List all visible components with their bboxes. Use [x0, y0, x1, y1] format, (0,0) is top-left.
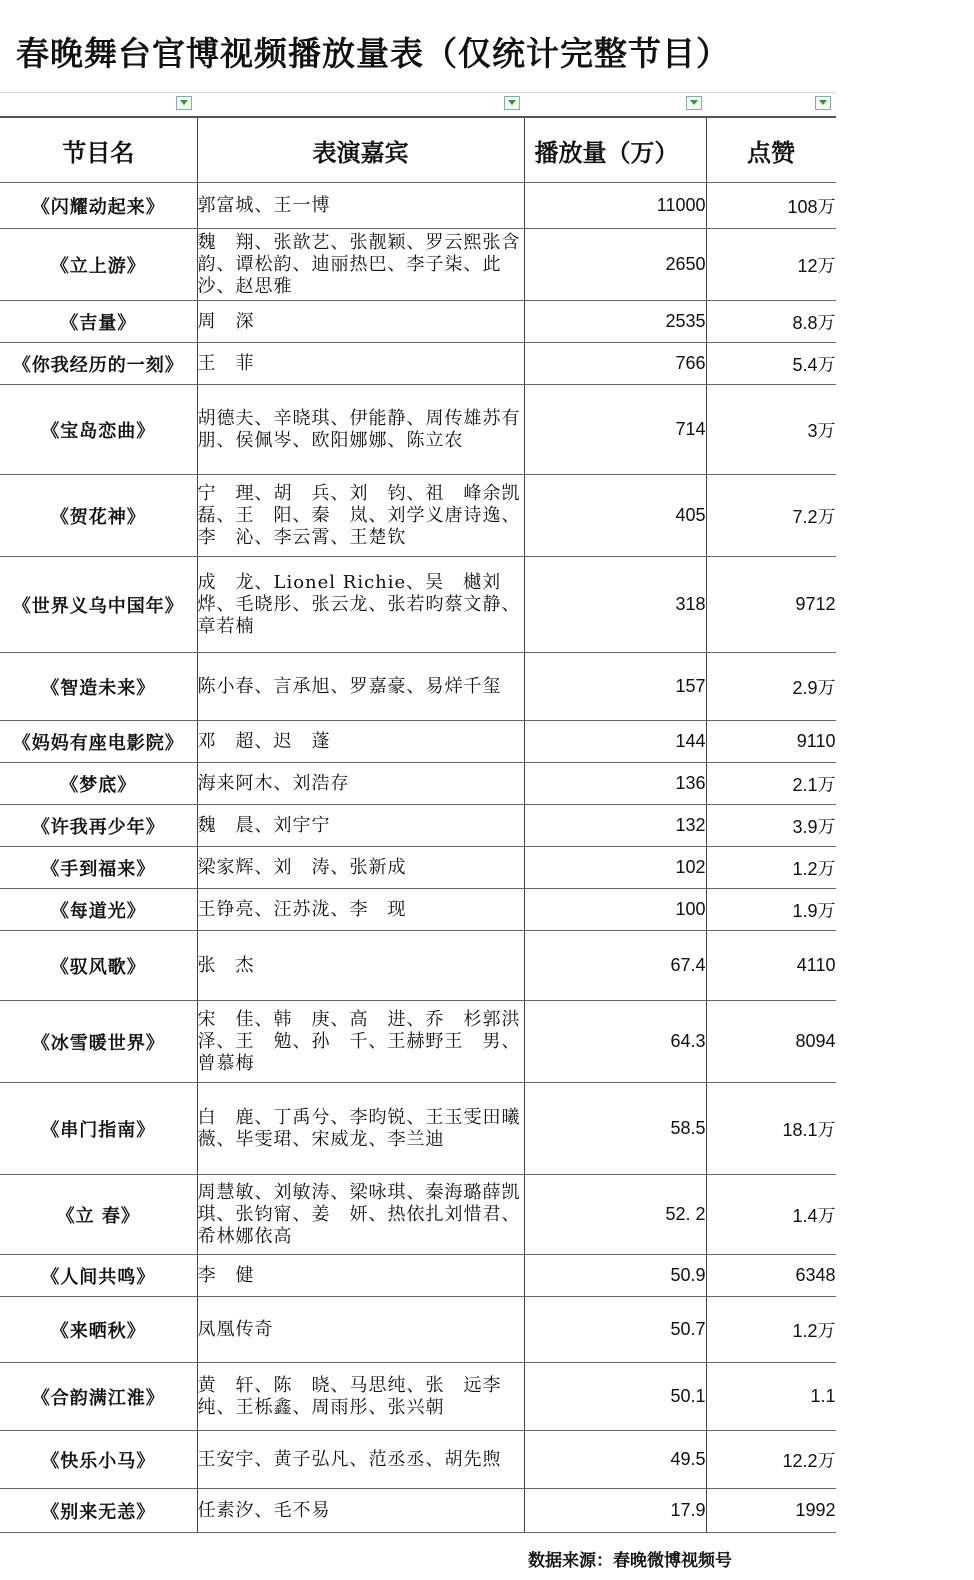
performers-cell[interactable]: 张 杰	[197, 931, 524, 1001]
likes-cell[interactable]: 1.9万	[706, 889, 836, 931]
program-name-cell[interactable]: 《宝岛恋曲》	[0, 385, 197, 475]
plays-cell[interactable]: 2535	[524, 301, 706, 343]
likes-cell[interactable]: 8094	[706, 1001, 836, 1083]
table-row	[0, 1363, 836, 1431]
performers-cell[interactable]: 任素汐、毛不易	[197, 1489, 524, 1533]
plays-cell[interactable]: 714	[524, 385, 706, 475]
table-row	[0, 1001, 836, 1083]
performers-cell[interactable]: 魏 翔、张歆艺、张靓颖、罗云熙张含韵、谭松韵、迪丽热巴、李子柒、此 沙、赵思雅	[197, 229, 524, 301]
plays-cell[interactable]: 132	[524, 805, 706, 847]
program-name-cell[interactable]: 《人间共鸣》	[0, 1255, 197, 1297]
filter-dropdown-icon[interactable]	[504, 96, 520, 110]
table-row	[0, 1255, 836, 1297]
likes-cell[interactable]: 108万	[706, 183, 836, 229]
likes-cell[interactable]: 2.1万	[706, 763, 836, 805]
performers-cell[interactable]: 凤凰传奇	[197, 1297, 524, 1363]
table-row	[0, 229, 836, 301]
filter-dropdown-icon[interactable]	[686, 96, 702, 110]
table-row	[0, 847, 836, 889]
table-row	[0, 183, 836, 229]
program-name-cell[interactable]: 《快乐小马》	[0, 1431, 197, 1489]
performers-cell[interactable]: 成 龙、Lionel Richie、吴 樾刘 烨、毛晓彤、张云龙、张若昀蔡文静、章若楠	[197, 557, 524, 653]
program-name-cell[interactable]: 《合韵满江淮》	[0, 1363, 197, 1431]
program-name-cell[interactable]: 《串门指南》	[0, 1083, 197, 1175]
table-row	[0, 557, 836, 653]
table-row	[0, 475, 836, 557]
table-row	[0, 763, 836, 805]
plays-cell[interactable]: 50.1	[524, 1363, 706, 1431]
performers-cell[interactable]: 邓 超、迟 蓬	[197, 721, 524, 763]
header-likes[interactable]: 点赞	[706, 118, 836, 183]
program-name-cell[interactable]: 《闪耀动起来》	[0, 183, 197, 229]
program-name-cell[interactable]: 《你我经历的一刻》	[0, 343, 197, 385]
likes-cell[interactable]: 8.8万	[706, 301, 836, 343]
table-row	[0, 805, 836, 847]
header-name[interactable]: 节目名	[0, 118, 197, 183]
plays-cell[interactable]: 100	[524, 889, 706, 931]
performers-cell[interactable]: 王 菲	[197, 343, 524, 385]
program-name-cell[interactable]: 《妈妈有座电影院》	[0, 721, 197, 763]
performers-cell[interactable]: 陈小春、言承旭、罗嘉豪、易烊千玺	[197, 653, 524, 721]
table-row	[0, 1083, 836, 1175]
table-row	[0, 1431, 836, 1489]
table-row	[0, 301, 836, 343]
plays-cell[interactable]: 17.9	[524, 1489, 706, 1533]
likes-cell[interactable]: 9110	[706, 721, 836, 763]
plays-cell[interactable]: 50.7	[524, 1297, 706, 1363]
program-name-cell[interactable]: 《驭风歌》	[0, 931, 197, 1001]
likes-cell[interactable]: 7.2万	[706, 475, 836, 557]
program-name-cell[interactable]: 《别来无恙》	[0, 1489, 197, 1533]
program-name-cell[interactable]: 《智造未来》	[0, 653, 197, 721]
likes-cell[interactable]: 4110	[706, 931, 836, 1001]
plays-cell[interactable]: 405	[524, 475, 706, 557]
likes-cell[interactable]: 1.2万	[706, 1297, 836, 1363]
likes-cell[interactable]: 1.1	[706, 1363, 836, 1431]
plays-cell[interactable]: 49.5	[524, 1431, 706, 1489]
program-name-cell[interactable]: 《立上游》	[0, 229, 197, 301]
header-plays[interactable]: 播放量（万）	[524, 118, 706, 183]
performers-cell[interactable]: 黄 轩、陈 晓、马思纯、张 远李 纯、王栎鑫、周雨彤、张兴朝	[197, 1363, 524, 1431]
performers-cell[interactable]: 李 健	[197, 1255, 524, 1297]
likes-cell[interactable]: 1.4万	[706, 1175, 836, 1255]
likes-cell[interactable]: 5.4万	[706, 343, 836, 385]
table-row	[0, 1297, 836, 1363]
plays-cell[interactable]: 50.9	[524, 1255, 706, 1297]
plays-cell[interactable]: 318	[524, 557, 706, 653]
table-row	[0, 889, 836, 931]
table-row	[0, 653, 836, 721]
program-name-cell[interactable]: 《来晒秋》	[0, 1297, 197, 1363]
likes-cell[interactable]: 12万	[706, 229, 836, 301]
likes-cell[interactable]: 3.9万	[706, 805, 836, 847]
program-name-cell[interactable]: 《贺花神》	[0, 475, 197, 557]
filter-dropdown-icon[interactable]	[176, 96, 192, 110]
performers-cell[interactable]: 白 鹿、丁禹兮、李昀锐、王玉雯田曦薇、毕雯珺、宋威龙、李兰迪	[197, 1083, 524, 1175]
likes-cell[interactable]: 18.1万	[706, 1083, 836, 1175]
empty-sheet-area	[836, 0, 974, 1580]
program-name-cell[interactable]: 《梦底》	[0, 763, 197, 805]
performers-cell[interactable]: 周 深	[197, 301, 524, 343]
plays-cell[interactable]: 136	[524, 763, 706, 805]
data-table	[0, 118, 837, 1533]
table-row	[0, 721, 836, 763]
header-row	[0, 118, 836, 183]
likes-cell[interactable]: 6348	[706, 1255, 836, 1297]
program-name-cell[interactable]: 《手到福来》	[0, 847, 197, 889]
plays-cell[interactable]: 766	[524, 343, 706, 385]
filter-row	[0, 92, 836, 118]
program-name-cell[interactable]: 《每道光》	[0, 889, 197, 931]
plays-cell[interactable]: 11000	[524, 183, 706, 229]
performers-cell[interactable]: 周慧敏、刘敏涛、梁咏琪、秦海璐薛凯琪、张钧甯、姜 妍、热依扎刘惜君、希林娜依高	[197, 1175, 524, 1255]
plays-cell[interactable]: 102	[524, 847, 706, 889]
program-name-cell[interactable]: 《吉量》	[0, 301, 197, 343]
table-row	[0, 931, 836, 1001]
filter-dropdown-icon[interactable]	[815, 96, 831, 110]
data-source-note: 数据来源：春晚微博视频号	[528, 1551, 732, 1571]
plays-cell[interactable]: 144	[524, 721, 706, 763]
program-name-cell[interactable]: 《许我再少年》	[0, 805, 197, 847]
likes-cell[interactable]: 9712	[706, 557, 836, 653]
table-row	[0, 385, 836, 475]
performers-cell[interactable]: 王铮亮、汪苏泷、李 现	[197, 889, 524, 931]
header-performers[interactable]: 表演嘉宾	[197, 118, 524, 183]
table-row	[0, 1489, 836, 1533]
title-cell[interactable]	[0, 0, 836, 93]
performers-cell[interactable]: 海来阿木、刘浩存	[197, 763, 524, 805]
performers-cell[interactable]: 宁 理、胡 兵、刘 钧、祖 峰余凯磊、王 阳、秦 岚、刘学义唐诗逸、李 沁、李云霄、王楚钦	[197, 475, 524, 557]
likes-cell[interactable]: 1.2万	[706, 847, 836, 889]
performers-cell[interactable]: 王安宇、黄子弘凡、范丞丞、胡先煦	[197, 1431, 524, 1489]
likes-cell[interactable]: 1992	[706, 1489, 836, 1533]
likes-cell[interactable]: 3万	[706, 385, 836, 475]
performers-cell[interactable]: 魏 晨、刘宇宁	[197, 805, 524, 847]
program-name-cell[interactable]: 《世界义乌中国年》	[0, 557, 197, 653]
plays-cell[interactable]: 2650	[524, 229, 706, 301]
program-name-cell[interactable]: 《冰雪暖世界》	[0, 1001, 197, 1083]
plays-cell[interactable]: 52. 2	[524, 1175, 706, 1255]
performers-cell[interactable]: 宋 佳、韩 庚、高 进、乔 杉郭洪泽、王 勉、孙 千、王赫野王 男、曾慕梅	[197, 1001, 524, 1083]
table-row	[0, 1175, 836, 1255]
table-row	[0, 343, 836, 385]
program-name-cell[interactable]: 《立 春》	[0, 1175, 197, 1255]
likes-cell[interactable]: 12.2万	[706, 1431, 836, 1489]
performers-cell[interactable]: 梁家辉、刘 涛、张新成	[197, 847, 524, 889]
plays-cell[interactable]: 67.4	[524, 931, 706, 1001]
performers-cell[interactable]: 胡德夫、辛晓琪、伊能静、周传雄苏有朋、侯佩岑、欧阳娜娜、陈立农	[197, 385, 524, 475]
plays-cell[interactable]: 58.5	[524, 1083, 706, 1175]
performers-cell[interactable]: 郭富城、王一博	[197, 183, 524, 229]
plays-cell[interactable]: 64.3	[524, 1001, 706, 1083]
likes-cell[interactable]: 2.9万	[706, 653, 836, 721]
plays-cell[interactable]: 157	[524, 653, 706, 721]
table-title: 春晚舞台官博视频播放量表（仅统计完整节目）	[16, 34, 730, 73]
